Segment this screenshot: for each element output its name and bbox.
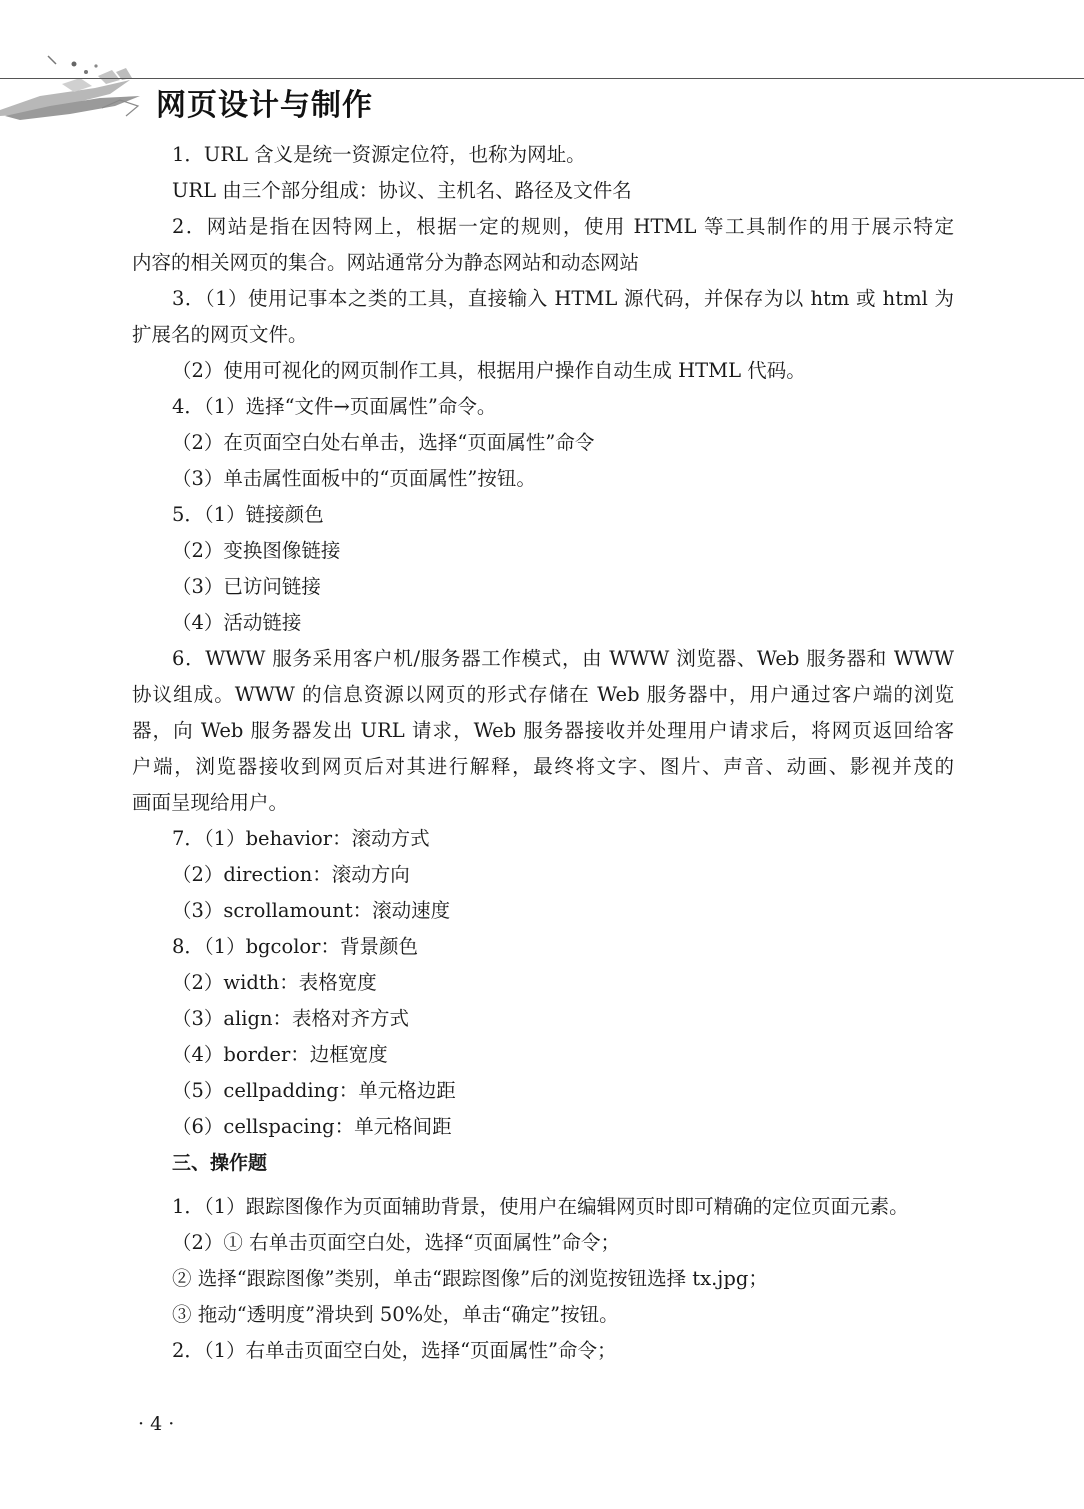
paragraph-line: 扩展名的网页文件。 [132,323,308,346]
section-spacer [132,1181,954,1189]
page-number: · 4 · [138,1413,175,1435]
document-body [132,137,954,1369]
paragraph-line: 1．URL 含义是统一资源定位符，也称为网址。 [172,143,586,166]
paragraph-line: 1．（1）跟踪图像作为页面辅助背景，使用户在编辑网页时即可精确的定位页面元素。 [172,1195,909,1218]
paragraph-line: （5）cellpadding：单元格边距 [172,1079,456,1102]
paragraph-line: 7．（1）behavior：滚动方式 [172,827,430,850]
paragraph-line: （2）direction：滚动方向 [172,863,410,886]
paragraph-line: （2）在页面空白处右单击，选择“页面属性”命令 [172,431,595,454]
paragraph-line: （3）已访问链接 [172,575,321,598]
paragraph-line: （2）使用可视化的网页制作工具，根据用户操作自动生成 HTML 代码。 [172,359,806,382]
paragraph-line: 户端，浏览器接收到网页后对其进行解释，最终将文字、图片、声音、动画、影视并茂的 [132,755,954,778]
paragraph-line: 2．网站是指在因特网上，根据一定的规则，使用 HTML 等工具制作的用于展示特定 [172,215,954,238]
section-heading: 三、操作题 [172,1152,268,1174]
paragraph-line: URL 由三个部分组成：协议、主机名、路径及文件名 [172,179,632,202]
paragraph-line: 内容的相关网页的集合。网站通常分为静态网站和动态网站 [132,251,640,274]
paragraph-line: （2）① 右单击页面空白处，选择“页面属性”命令； [172,1231,621,1254]
paragraph-line: （3）scrollamount：滚动速度 [172,899,451,922]
paragraph-line: 8．（1）bgcolor：背景颜色 [172,935,418,958]
paragraph-line: （4）活动链接 [172,611,302,634]
paragraph-line: 器，向 Web 服务器发出 URL 请求，Web 服务器接收并处理用户请求后，将网页返回给客 [132,719,954,742]
paragraph-line: 协议组成。WWW 的信息资源以网页的形式存储在 Web 服务器中，用户通过客户端的浏览 [132,683,954,706]
paragraph-line: ② 选择“跟踪图像”类别，单击“跟踪图像”后的浏览按钮选择 tx.jpg； [172,1267,768,1290]
paragraph-line: 4．（1）选择“文件→页面属性”命令。 [172,395,497,418]
header-title: 网页设计与制作 [156,88,373,123]
paragraph-line: （4）border：边框宽度 [172,1043,388,1066]
paragraph-line: （3）单击属性面板中的“页面属性”按钮。 [172,467,536,490]
paragraph-line: （2）width：表格宽度 [172,971,377,994]
page-header [0,0,1084,130]
paragraph-line: 6．WWW 服务采用客户机/服务器工作模式，由 WWW 浏览器、Web 服务器和 WWW [172,647,954,670]
paragraph-line: 2．（1）右单击页面空白处，选择“页面属性”命令； [172,1339,617,1362]
paragraph-line: （6）cellspacing：单元格间距 [172,1115,452,1138]
paragraph-line: （2）变换图像链接 [172,539,341,562]
paragraph-line: 3．（1）使用记事本之类的工具，直接输入 HTML 源代码，并保存为以 htm 或 html 为 [172,287,954,310]
paragraph-line: （3）align：表格对齐方式 [172,1007,410,1030]
paragraph-line: 画面呈现给用户。 [132,791,289,814]
header-decoration-icon [0,50,150,125]
paragraph-line: 5．（1）链接颜色 [172,503,324,526]
paragraph-line: ③ 拖动“透明度”滑块到 50%处，单击“确定”按钮。 [172,1303,619,1326]
header-rule [0,78,1084,79]
